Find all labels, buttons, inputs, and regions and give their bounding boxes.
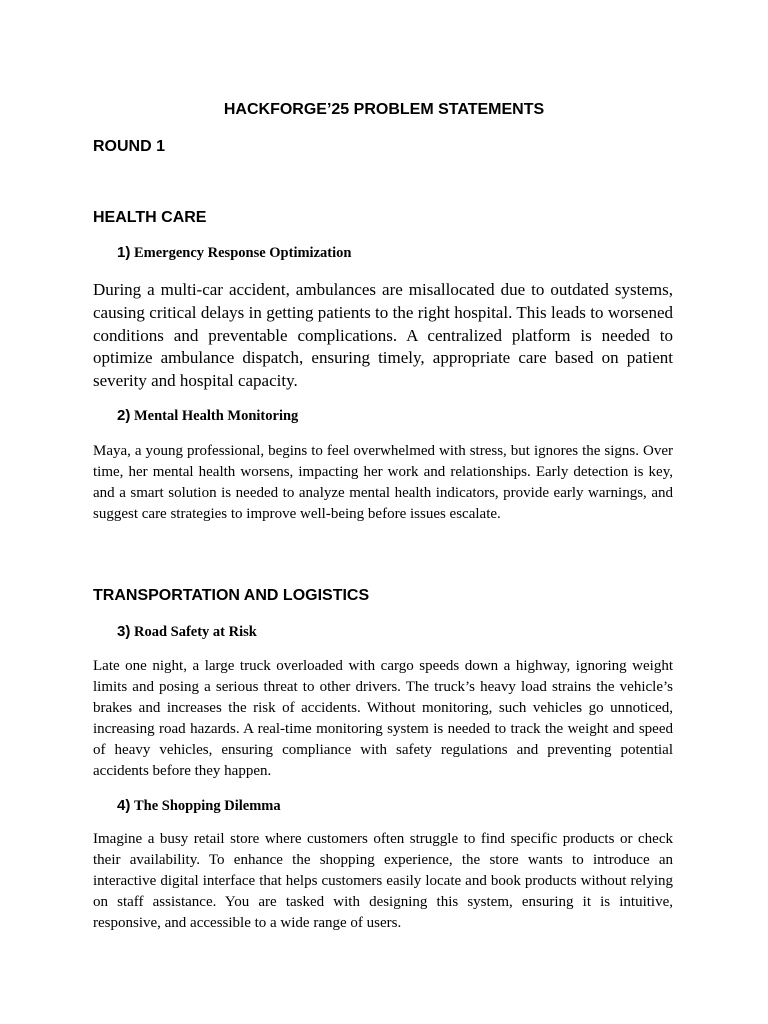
problem-title: The Shopping Dilemma xyxy=(133,798,281,814)
problem-title: Mental Health Monitoring xyxy=(133,408,299,424)
problem-title: Emergency Response Optimization xyxy=(133,245,352,261)
round-heading: ROUND 1 xyxy=(93,138,166,155)
problem-number: 4) xyxy=(117,797,131,814)
problem-description-3: Late one night, a large truck overloaded with cargo speeds down a highway, ignoring weight limits and posing a serious threat to other drivers. The truck’s heavy load strains the vehicle’s brakes and increases the risk of accidents. Without monitoring, such vehicles go unnoticed, increasing road hazards. A real-time monitoring system is needed to track the weight and speed of heavy vehicles, ensuring compliance with safety regulations and preventing potential accidents before they happen. xyxy=(93,658,673,779)
problem-title: Road Safety at Risk xyxy=(133,624,257,640)
problem-description-1: During a multi-car accident, ambulances are misallocated due to outdated systems, causing critical delays in getting patients to the right hospital. This leads to worsened conditions and preventable complications. A centralized platform is needed to optimize ambulance dispatch, ensuring timely, appropriate care based on patient severity and hospital capacity. xyxy=(93,280,673,391)
document-title: HACKFORGE’25 PROBLEM STATEMENTS xyxy=(223,101,545,118)
problem-heading-1 xyxy=(117,244,351,262)
problem-heading-3 xyxy=(117,623,257,641)
problem-number: 2) xyxy=(117,407,131,424)
problem-description-2: Maya, a young professional, begins to feel overwhelmed with stress, but ignores the signs. Over time, her mental health worsens, impacting her work and relationships. Early detection is key, and a smart solution is needed to analyze mental health indicators, provide early warnings, and suggest care strategies to improve well-being before issues escalate. xyxy=(93,443,673,522)
problem-number: 1) xyxy=(117,244,131,261)
problem-description-4: Imagine a busy retail store where customers often struggle to find specific products or check their availability. To enhance the shopping experience, the store wants to introduce an interactive digital interface that helps customers easily locate and book products without relying on staff assistance. You are tasked with designing this system, ensuring it is intuitive, responsive, and accessible to a wide range of users. xyxy=(93,831,673,931)
problem-heading-2 xyxy=(117,407,298,425)
problem-number: 3) xyxy=(117,623,131,640)
problem-heading-4 xyxy=(117,797,281,815)
section-heading-transportation: TRANSPORTATION AND LOGISTICS xyxy=(93,587,370,604)
section-heading-health-care: HEALTH CARE xyxy=(93,209,207,226)
